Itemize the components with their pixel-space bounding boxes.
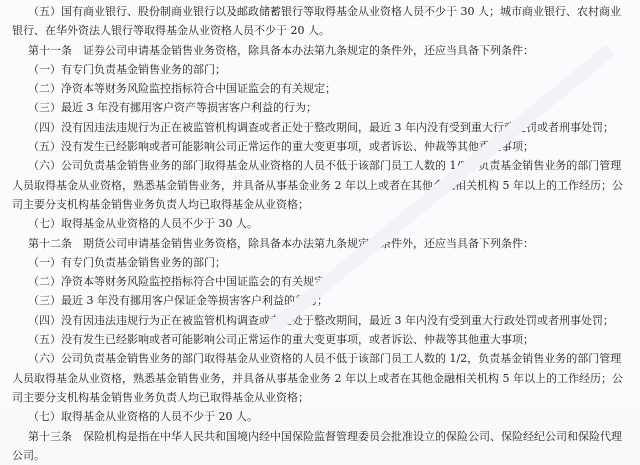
text-line: 司主要分支机构基金销售业务负责人均已取得基金从业资格； [12, 197, 309, 211]
text-line: （七）取得基金从业资格的人员不少于 20 人。 [28, 410, 258, 424]
text-line: （四）没有因违法违规行为正在被监管机构调查或者正处于整改期间，最近 3 年内没有受到重大行政处罚或者刑事处罚； [28, 120, 614, 134]
text-line: （一）有专门负责基金销售业务的部门； [28, 255, 226, 269]
text-line: （五）没有发生已经影响或者可能影响公司正常运作的重大变更事项，或者诉讼、仲裁等其他重大事项； [28, 140, 534, 154]
text-line: （四）没有因违法违规行为正在被监管机构调查或者正处于整改期间，最近 3 年内没有受到重大行政处罚或者刑事处罚； [28, 313, 614, 327]
text-line: （五）国有商业银行、股份制商业银行以及邮政储蓄银行等取得基金从业资格人员不少于 30 人；城市商业银行、农村商业 [28, 5, 621, 18]
text-line: 人员取得基金从业资格，熟悉基金销售业务，并具备从事基金业务 2 年以上或者在其他金融相关机构 5 年以上的工作经历；公 [12, 371, 623, 385]
text-line: 公司。 [12, 448, 45, 462]
text-line: 人员取得基金从业资格，熟悉基金销售业务，并具备从事基金业务 2 年以上或者在其他金融相关机构 5 年以上的工作经历；公 [12, 178, 623, 192]
text-line: （三）最近 3 年没有挪用客户保证金等损害客户利益的行为； [28, 294, 328, 308]
text-line: （三）最近 3 年没有挪用客户资产等损害客户利益的行为； [28, 101, 317, 115]
text-line: 第十一条 证券公司申请基金销售业务资格，除具备本办法第九条规定的条件外，还应当具备下列条件： [28, 43, 534, 57]
text-line: 银行、在华外资法人银行等取得基金从业资格人员不少于 20 人。 [12, 24, 330, 38]
text-line: （七）取得基金从业资格的人员不少于 30 人。 [28, 217, 258, 231]
text-line: （六）公司负责基金销售业务的部门取得基金从业资格的人员不低于该部门员工人数的 1/2，负责基金销售业务的部门管理 [28, 159, 622, 173]
text-line: （二）净资本等财务风险监控指标符合中国证监会的有关规定； [28, 82, 336, 96]
text-line: （一）有专门负责基金销售业务的部门； [28, 62, 226, 76]
document-body [12, 2, 630, 465]
text-line: （二）净资本等财务风险监控指标符合中国证监会的有关规定； [28, 275, 336, 289]
text-line: 第十三条 保险机构是指在中华人民共和国境内经中国保险监督管理委员会批准设立的保险公司、保险经纪公司和保险代理 [28, 429, 622, 443]
text-line: 司主要分支机构基金销售业务负责人均已取得基金从业资格； [12, 390, 309, 404]
text-line: （六）公司负责基金销售业务的部门取得基金从业资格的人员不低于该部门员工人数的 1/2，负责基金销售业务的部门管理 [28, 352, 622, 366]
text-line: （五）没有发生已经影响或者可能影响公司正常运作的重大变更事项，或者诉讼、仲裁等其他重大事项； [28, 333, 534, 347]
text-line: 第十二条 期货公司申请基金销售业务资格，除具备本办法第九条规定的条件外，还应当具备下列条件： [28, 236, 534, 250]
